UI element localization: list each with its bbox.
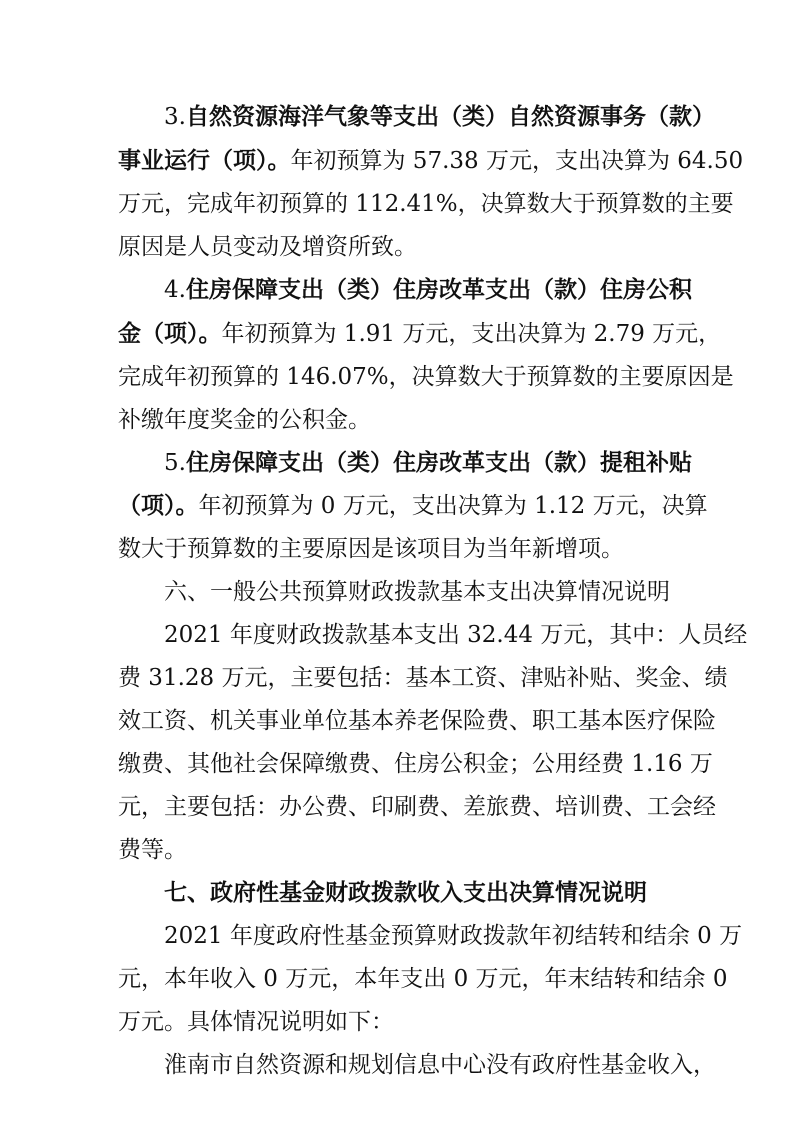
item4-line2: [118, 320, 722, 348]
section6-para-line5: 元，主要包括：办公费、印刷费、差旅费、培训费、工会经: [118, 794, 716, 820]
section6-para-line3: 效工资、机关事业单位基本养老保险费、职工基本医疗保险: [118, 708, 716, 734]
item5-title-part2: （项）。: [118, 493, 199, 519]
item3-line1: [164, 103, 715, 131]
item5-number: 5.: [164, 450, 186, 476]
item5-line2: [118, 492, 708, 520]
section7-para-line2: 元，本年收入 0 万元，本年支出 0 万元，年末结转和结余 0: [118, 966, 728, 992]
section6-para-line4: 缴费、其他社会保障缴费、住房公积金；公用经费 1.16 万: [118, 751, 713, 777]
item3-line3: 万元，完成年初预算的 112.41%，决算数大于预算数的主要: [118, 191, 734, 217]
section7-para-line4: 淮南市自然资源和规划信息中心没有政府性基金收入，: [164, 1052, 716, 1078]
item3-line4: 原因是人员变动及增资所致。: [118, 234, 417, 260]
item4-text-part1: 年初预算为 1.91 万元，支出决算为 2.79 万元，: [221, 321, 722, 347]
item5-line1: [164, 449, 692, 477]
item5-title-part1: 住房保障支出（类）住房改革支出（款）提租补贴: [185, 450, 692, 476]
item4-number: 4.: [164, 277, 186, 303]
section6-para-line1: 2021 年度财政拨款基本支出 32.44 万元，其中：人员经: [164, 622, 748, 648]
section6-para-line2: 费 31.28 万元，主要包括：基本工资、津贴补贴、奖金、绩: [118, 665, 728, 691]
item3-title-part1: 自然资源海洋气象等支出（类）自然资源事务（款）: [185, 104, 715, 130]
item4-line1: [164, 276, 692, 304]
item4-title-part2: 金（项）。: [118, 321, 222, 347]
item3-line2: [118, 147, 744, 175]
item5-line3: 数大于预算数的主要原因是该项目为当年新增项。: [118, 536, 624, 562]
section7-heading: 七、政府性基金财政拨款收入支出决算情况说明: [164, 880, 647, 906]
section7-para-line1: 2021 年度政府性基金预算财政拨款年初结转和结余 0 万: [164, 923, 743, 949]
item5-text-part1: 年初预算为 0 万元，支出决算为 1.12 万元，决算: [198, 493, 708, 519]
item4-title-part1: 住房保障支出（类）住房改革支出（款）住房公积: [185, 277, 692, 303]
item3-text-part1: 年初预算为 57.38 万元，支出决算为 64.50: [290, 148, 744, 174]
section7-para-line3: 万元。具体情况说明如下：: [118, 1009, 394, 1035]
item4-line3: 完成年初预算的 146.07%，决算数大于预算数的主要原因是: [118, 364, 734, 390]
item4-line4: 补缴年度奖金的公积金。: [118, 407, 371, 433]
section6-heading: 六、一般公共预算财政拨款基本支出决算情况说明: [164, 579, 670, 605]
section6-para-line6: 费等。: [118, 837, 187, 863]
item3-number: 3.: [164, 104, 186, 130]
item3-title-part2: 事业运行（项）。: [118, 148, 291, 174]
